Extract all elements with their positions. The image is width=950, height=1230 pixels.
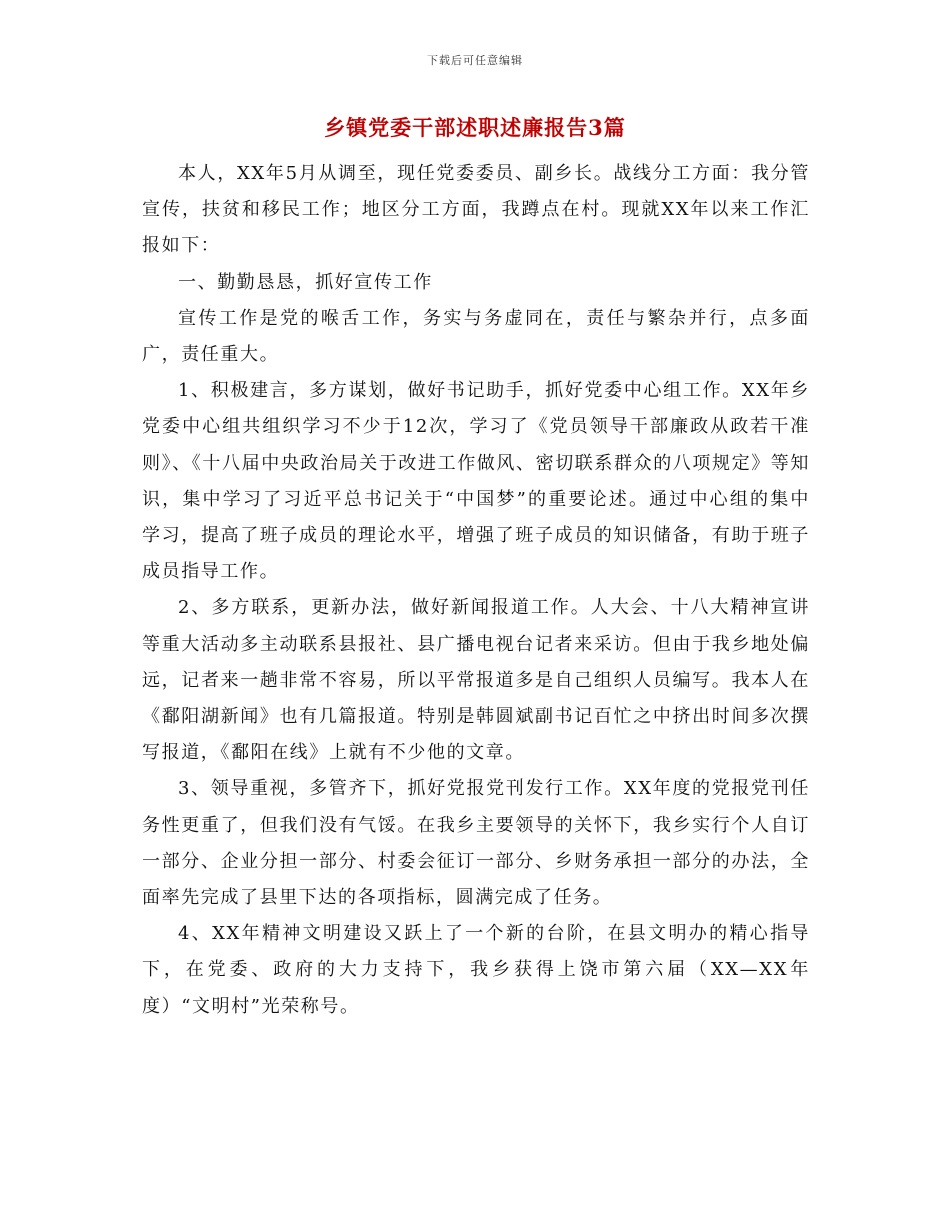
paragraph-propaganda-overview: 宣传工作是党的喉舌工作，务实与务虚同在，责任与繁杂并行，点多面广，责任重大。 [142, 307, 810, 366]
paragraph-item-1: 1、积极建言，多方谋划，做好书记助手，抓好党委中心组工作。XX年乡党委中心组共组织学习不少于12次，学习了《党员领导干部廉政从政若干准则》、《十八届中央政治局关于改进工作做风、密切联系群众的八项规定》等知识，集中学习了习近平总书记关于“中国梦”的重要论述。通过中心组的集中学习，提高了班子成员的理论水平，增强了班子成员的知识储备，有助于班子成员指导工作。 [142, 380, 810, 583]
paragraph-item-4: 4、XX年精神文明建设又跃上了一个新的台阶，在县文明办的精心指导下，在党委、政府的大力支持下，我乡获得上饶市第六届（XX—XX年度）“文明村”光荣称号。 [142, 923, 810, 1017]
document-title: 乡镇党委干部述职述廉报告3篇 [324, 115, 626, 140]
section-heading-1: 一、勤勤恳恳，抓好宣传工作 [178, 271, 433, 293]
document-body [142, 156, 810, 1025]
header-note: 下载后可任意编辑 [427, 54, 523, 67]
paragraph-item-2: 2、多方联系，更新办法，做好新闻报道工作。人大会、十八大精神宣讲等重大活动多主动联系县报社、县广播电视台记者来采访。但由于我乡地处偏远，记者来一趟非常不容易，所以平常报道多是自己组织人员编写。我本人在《鄱阳湖新闻》也有几篇报道。特别是韩圆斌副书记百忙之中挤出时间多次撰写报道，《鄱阳在线》上就有不少他的文章。 [142, 597, 810, 764]
paragraph-item-3: 3、领导重视，多管齐下，抓好党报党刊发行工作。XX年度的党报党刊任务性更重了，但我们没有气馁。在我乡主要领导的关怀下，我乡实行个人自订一部分、企业分担一部分、村委会征订一部分、乡财务承担一部分的办法，全面率先完成了县里下达的各项指标，圆满完成了任务。 [142, 778, 810, 909]
paragraph-intro: 本人，XX年5月从调至，现任党委委员、副乡长。战线分工方面：我分管宣传，扶贫和移民工作；地区分工方面，我蹲点在村。现就XX年以来工作汇报如下： [142, 163, 810, 257]
